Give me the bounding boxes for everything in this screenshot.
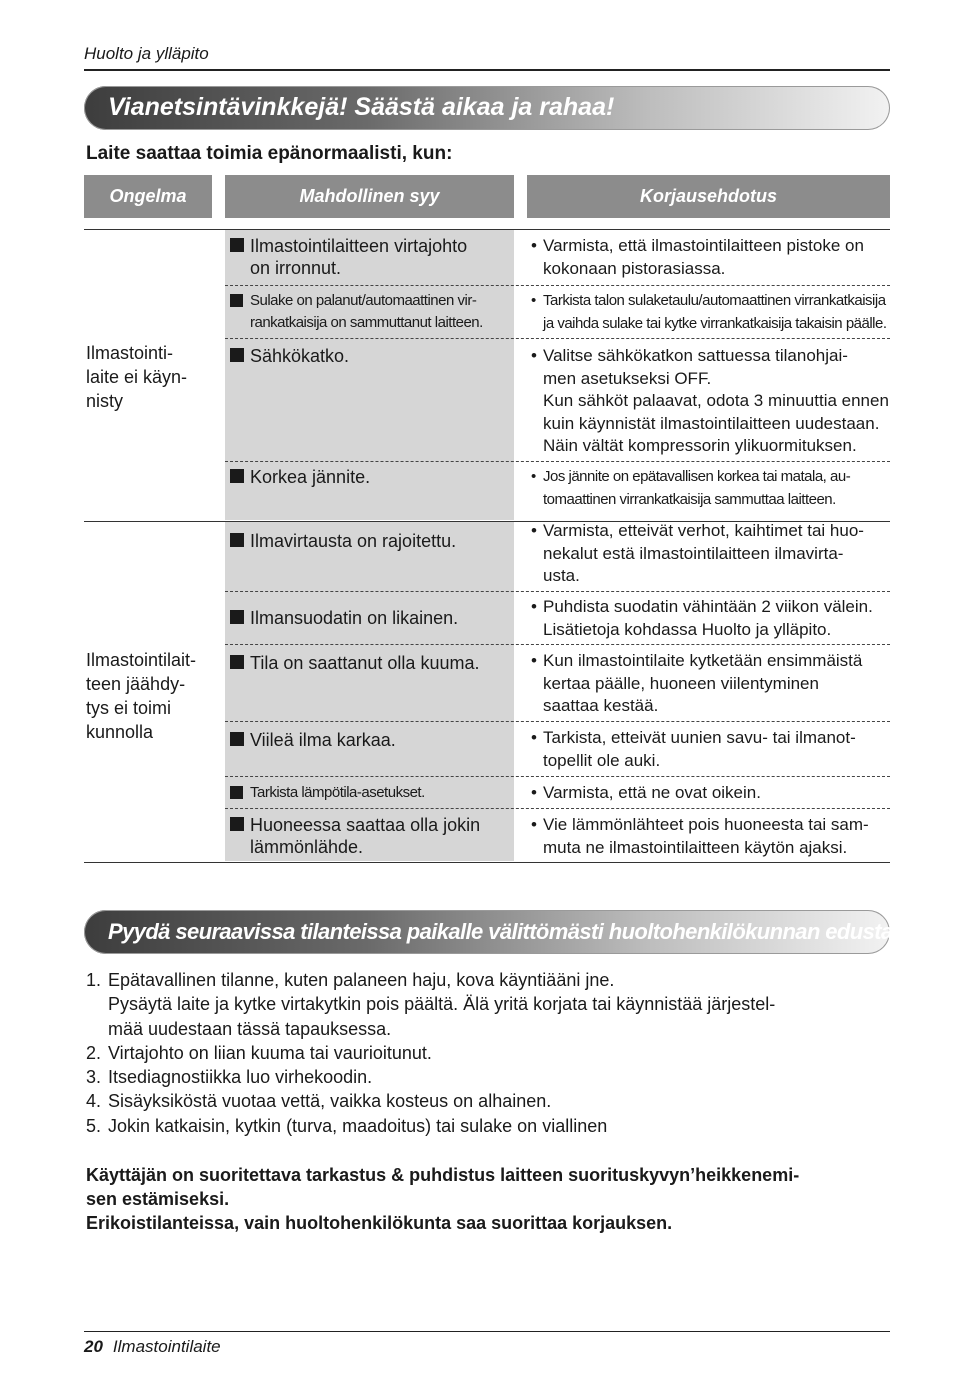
fix-line: Varmista, että ne ovat oikein. xyxy=(543,783,761,802)
fix-line: tomaattinen virrankatkaisija sammuttaa laitteen. xyxy=(543,490,836,508)
product-name: Ilmastointilaite xyxy=(112,1337,221,1356)
row-divider xyxy=(225,776,890,777)
fix-line: kokonaan pistorasiassa. xyxy=(543,258,726,278)
list-number: 4. xyxy=(86,1091,102,1112)
bullet-dot-icon: • xyxy=(531,292,536,309)
column-header-fix: Korjausehdotus xyxy=(527,175,890,218)
problem-line: tys ei toimi xyxy=(86,698,172,718)
fix-cell xyxy=(530,727,890,772)
cause-line: on irronnut. xyxy=(250,258,342,278)
cause-line: rankatkaisija on sammuttanut laitteen. xyxy=(250,314,483,331)
cause-column-bg xyxy=(225,522,514,861)
list-item xyxy=(86,1041,898,1065)
row-divider xyxy=(225,808,890,809)
bullet-square-icon xyxy=(230,786,243,799)
fix-line: Tarkista talon sulaketaulu/automaattinen virrankatkaisija xyxy=(543,292,886,309)
page-number: 20 xyxy=(84,1337,103,1356)
bullet-dot-icon: • xyxy=(531,468,536,485)
list-line: Virtajohto on liian kuuma tai vaurioitunut. xyxy=(108,1042,432,1063)
row-divider xyxy=(225,591,890,592)
row-divider xyxy=(225,721,890,722)
cause-cell xyxy=(230,729,512,751)
fix-line: nekalut estä ilmastointilaitteen ilmavirta- xyxy=(543,543,844,563)
column-header-cause: Mahdollinen syy xyxy=(225,175,514,218)
list-number: 5. xyxy=(86,1115,102,1136)
list-line: Epätavallinen tilanne, kuten palaneen haju, kova käyntiääni jne. xyxy=(108,970,615,990)
problem-line: teen jäähdy- xyxy=(86,674,186,694)
fix-line: Puhdista suodatin vähintään 2 viikon välein. xyxy=(543,597,873,616)
banner-title: Pyydä seuraavissa tilanteissa paikalle välittömästi huoltohenkilökunnan edustaja xyxy=(108,919,910,944)
bullet-dot-icon: • xyxy=(531,597,537,616)
problem-line: kunnolla xyxy=(86,722,154,742)
list-line: Sisäyksiköstä vuotaa vettä, vaikka kosteus on alhainen. xyxy=(108,1091,552,1112)
fix-line: Näin vältät kompressorin ylikuormituksen. xyxy=(543,436,857,455)
fix-line: Valitse sähkökatkon sattuessa tilanohjai- xyxy=(543,346,848,365)
list-line: Pysäytä laite ja kytke virtakytkin pois päältä. Älä yritä korjata tai käynnistää järjestel- xyxy=(108,994,776,1015)
column-header-problem: Ongelma xyxy=(84,175,212,218)
maintenance-notice xyxy=(86,1163,886,1235)
cause-cell xyxy=(230,652,512,674)
list-number: 1. xyxy=(86,970,102,990)
fix-line: Kun sähköt palaavat, odota 3 minuuttia ennen xyxy=(543,391,889,410)
bullet-square-icon xyxy=(230,817,244,831)
fix-line: Varmista, etteivät verhot, kaihtimet tai huo- xyxy=(543,521,864,540)
fix-line: saattaa kestää. xyxy=(543,696,659,715)
cause-cell xyxy=(230,345,512,367)
cause-line: Ilmastointilaitteen virtajohto xyxy=(250,236,468,256)
fix-line: kuin käynnistät ilmastointilaitteen uudestaan. xyxy=(543,413,880,433)
service-list xyxy=(86,968,898,1138)
cause-line: Tarkista lämpötila-asetukset. xyxy=(250,784,425,801)
cause-line: Sulake on palanut/automaattinen vir- xyxy=(250,292,477,309)
cause-line: lämmönlähde. xyxy=(250,837,364,857)
cause-cell xyxy=(230,814,512,858)
problem-cell xyxy=(86,341,216,413)
problem-line: Ilmastointi- xyxy=(86,343,174,363)
cause-line: Ilmavirtausta on rajoitettu. xyxy=(250,531,457,551)
list-item xyxy=(86,1065,898,1089)
list-item xyxy=(86,1114,898,1138)
bullet-dot-icon: • xyxy=(531,236,537,255)
cause-cell xyxy=(230,607,512,629)
bullet-dot-icon: • xyxy=(531,651,537,670)
problem-line: laite ei käyn- xyxy=(86,367,188,387)
cause-line: Tila on saattanut olla kuuma. xyxy=(250,653,480,673)
fix-cell xyxy=(530,596,890,641)
bullet-square-icon xyxy=(230,348,244,362)
cause-cell xyxy=(230,466,512,488)
fix-line: muta ne ilmastointilaitteen käytön ajaksi. xyxy=(543,837,848,857)
bullet-dot-icon: • xyxy=(531,521,537,540)
notice-line: Käyttäjän on suoritettava tarkastus & puhdistus laitteen suorituskyvyn’heikkenemi- xyxy=(86,1165,800,1185)
cause-line: Huoneessa saattaa olla jokin xyxy=(250,815,481,835)
cause-line: Ilmansuodatin on likainen. xyxy=(250,608,459,628)
section-banner-service xyxy=(84,910,910,954)
fix-cell xyxy=(530,466,890,511)
list-line: Itsediagnostiikka luo virhekoodin. xyxy=(108,1067,373,1088)
bullet-square-icon xyxy=(230,610,244,624)
cause-cell xyxy=(230,290,512,334)
fix-line: Vie lämmönlähteet pois huoneesta tai sam- xyxy=(543,815,869,834)
bullet-square-icon xyxy=(230,655,244,669)
fix-line: men asetukseksi OFF. xyxy=(543,368,712,388)
problem-line: nisty xyxy=(86,391,124,411)
cause-cell xyxy=(230,235,512,279)
bullet-square-icon xyxy=(230,469,244,483)
cause-line: Viileä ilma karkaa. xyxy=(250,730,396,750)
fix-cell xyxy=(530,814,890,859)
notice-line: sen estämiseksi. xyxy=(86,1189,230,1209)
fix-cell xyxy=(530,650,890,718)
cause-line: Korkea jännite. xyxy=(250,467,371,487)
cause-line: Sähkökatko. xyxy=(250,346,350,366)
fix-line: Jos jännite on epätavallisen korkea tai matala, au- xyxy=(543,468,851,485)
fix-line: kertaa päälle, huoneen viilentyminen xyxy=(543,673,819,693)
bullet-dot-icon: • xyxy=(531,783,537,802)
group-rule xyxy=(84,229,890,230)
fix-line: Varmista, että ilmastointilaitteen pistoke on xyxy=(543,236,864,255)
cause-cell xyxy=(230,782,512,804)
fix-cell xyxy=(530,235,890,280)
fix-line: Tarkista, etteivät uunien savu- tai ilmanot- xyxy=(543,728,856,747)
section-banner-troubleshooting xyxy=(84,86,890,130)
group-rule xyxy=(84,862,890,863)
bullet-square-icon xyxy=(230,294,243,307)
row-divider xyxy=(225,461,890,462)
running-header: Huolto ja ylläpito xyxy=(84,44,209,63)
list-number: 3. xyxy=(86,1067,102,1088)
table-intro: Laite saattaa toimia epänormaalisti, kun: xyxy=(86,143,453,164)
list-number: 2. xyxy=(86,1042,102,1063)
fix-cell xyxy=(530,345,890,458)
fix-line: Lisätietoja kohdassa Huolto ja ylläpito. xyxy=(543,619,832,639)
notice-line: Erikoistilanteissa, vain huoltohenkilökunta saa suorittaa korjauksen. xyxy=(86,1213,673,1233)
header-rule xyxy=(84,69,890,71)
list-line: Jokin katkaisin, kytkin (turva, maadoitus) tai sulake on viallinen xyxy=(108,1115,608,1136)
row-divider xyxy=(225,644,890,645)
bullet-dot-icon: • xyxy=(531,728,537,747)
fix-line: topellit ole auki. xyxy=(543,750,661,770)
problem-cell xyxy=(86,648,216,744)
bullet-square-icon xyxy=(230,732,244,746)
fix-cell xyxy=(530,520,890,588)
list-line: mää uudestaan tässä tapauksessa. xyxy=(108,1018,392,1039)
row-divider xyxy=(225,338,890,339)
banner-title: Vianetsintävinkkejä! Säästä aikaa ja rahaa! xyxy=(108,93,615,121)
cause-cell xyxy=(230,530,512,552)
fix-line: usta. xyxy=(543,566,580,585)
bullet-dot-icon: • xyxy=(531,815,537,834)
fix-line: ja vaihda sulake tai kytke virrankatkaisija takaisin päälle. xyxy=(543,314,887,332)
fix-cell xyxy=(530,290,890,335)
bullet-square-icon xyxy=(230,533,244,547)
list-item xyxy=(86,968,898,1041)
fix-cell xyxy=(530,782,890,805)
problem-line: Ilmastointilait- xyxy=(86,650,197,670)
list-item xyxy=(86,1089,898,1113)
footer-rule xyxy=(84,1331,890,1332)
bullet-square-icon xyxy=(230,238,244,252)
row-divider xyxy=(225,285,890,286)
bullet-dot-icon: • xyxy=(531,346,537,365)
page-footer xyxy=(84,1337,221,1357)
fix-line: Kun ilmastointilaite kytketään ensimmäistä xyxy=(543,651,863,670)
